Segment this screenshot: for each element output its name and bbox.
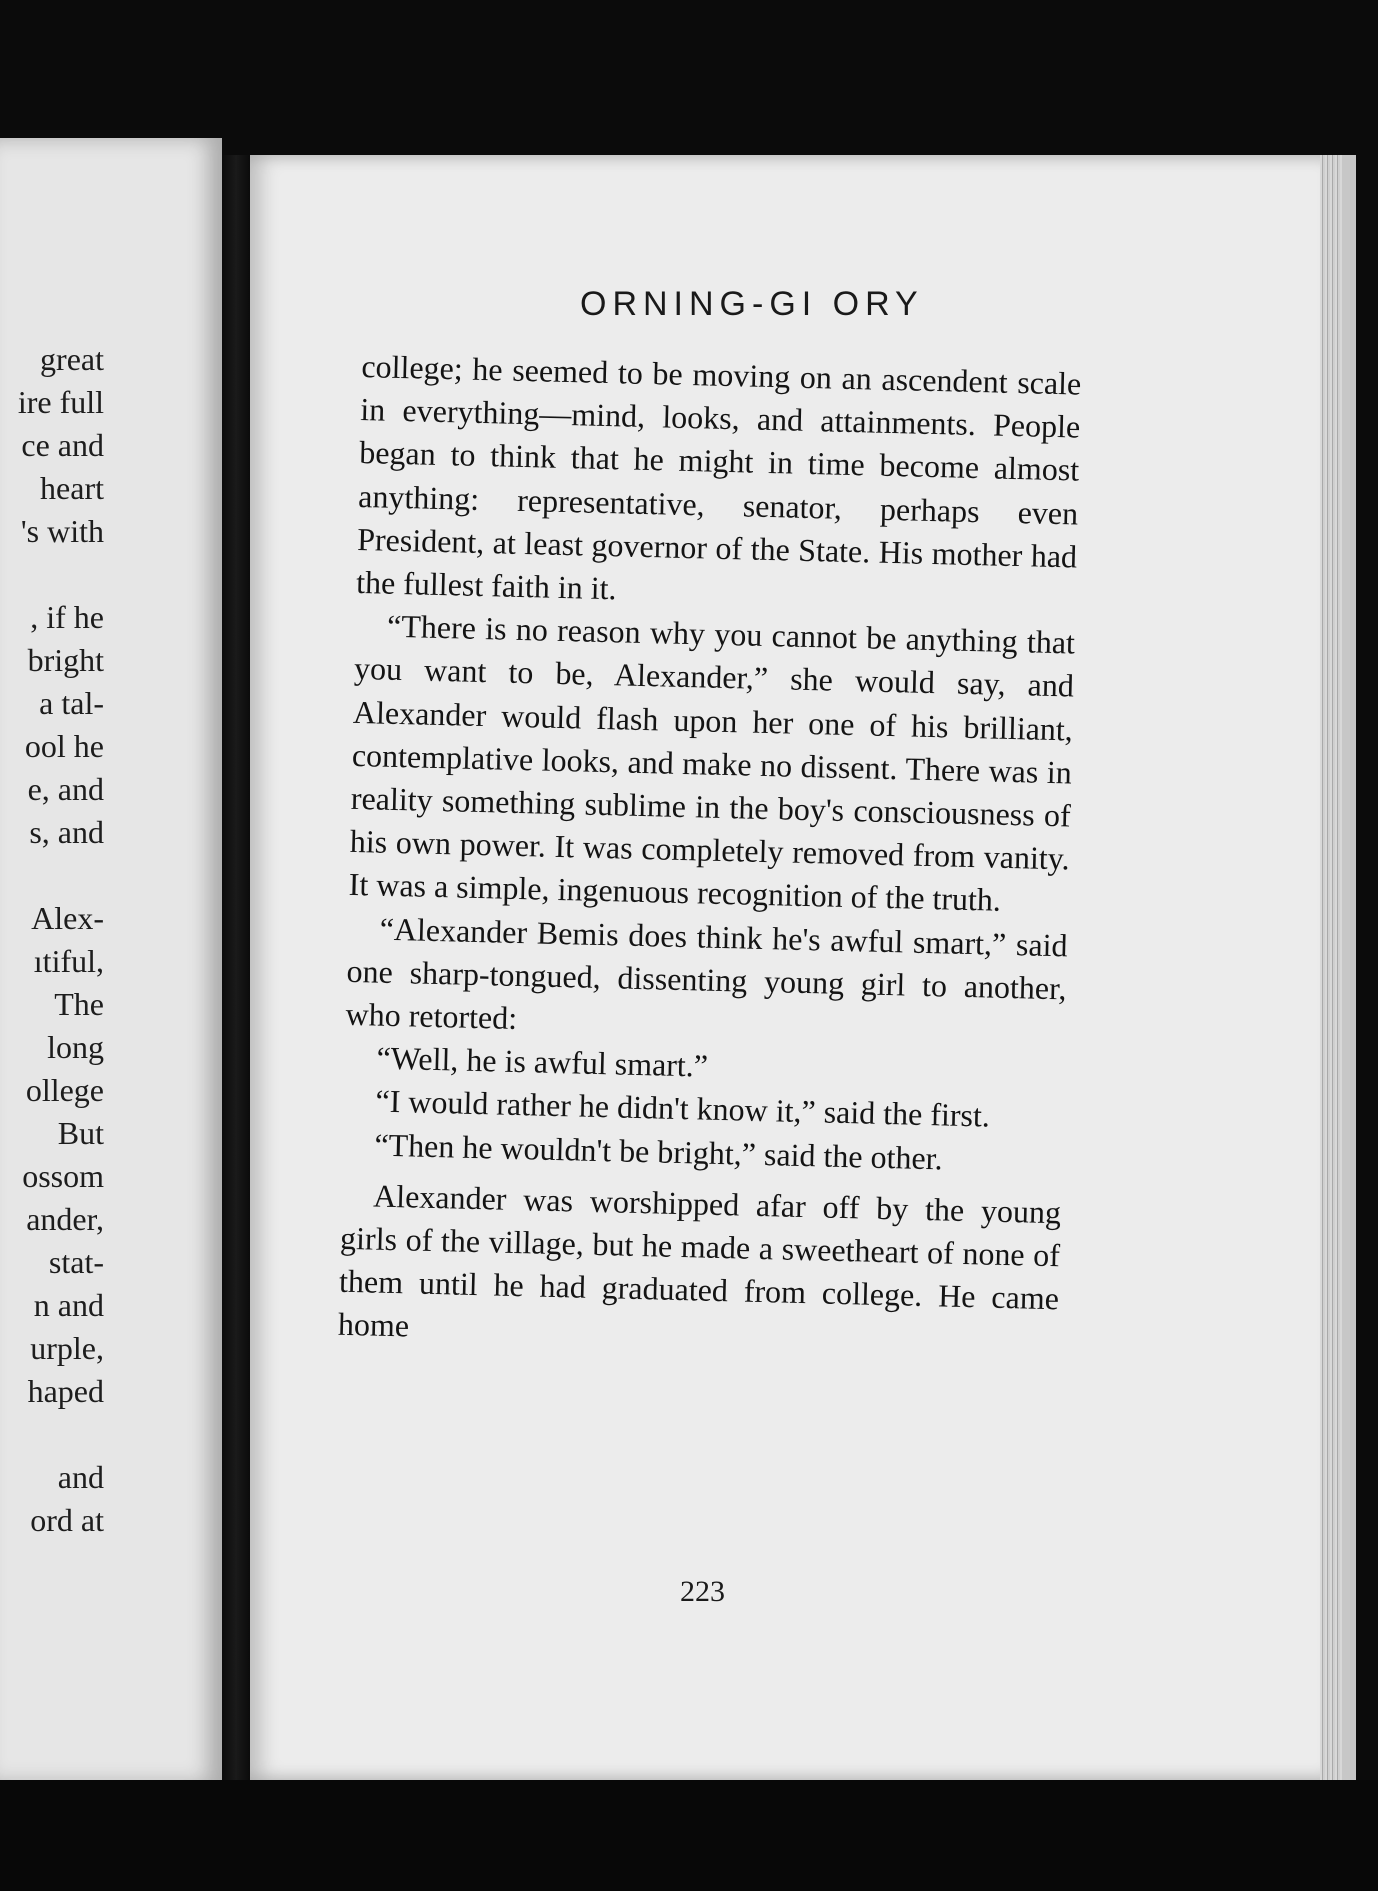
left-line: and xyxy=(57,1459,104,1495)
paragraph: “Alexander Bemis does think he's awful smart,” said one sharp-tongued, dissenting young girl to another, who retorted: xyxy=(345,910,1068,1037)
scan-background xyxy=(0,1780,1378,1891)
left-page xyxy=(0,138,222,1783)
left-line: a tal- xyxy=(39,685,104,721)
left-line: Alex- xyxy=(31,900,104,936)
left-line: n and xyxy=(33,1287,104,1323)
left-line xyxy=(18,553,104,596)
left-line: ire full xyxy=(17,384,104,420)
left-line: ander, xyxy=(26,1201,104,1237)
paragraph: “Then he wouldn't be bright,” said the other. xyxy=(374,1126,944,1177)
left-line: urple, xyxy=(30,1330,104,1366)
left-line: , if he xyxy=(30,599,104,635)
paragraph: Alexander was worshipped afar off by the young girls of the village, but he made a sweetheart of none of them until he had graduated from college. He came home xyxy=(337,1177,1062,1344)
page-number: 223 xyxy=(680,1575,725,1608)
left-line: ool he xyxy=(24,728,104,764)
left-line: But xyxy=(57,1115,104,1151)
left-line: The xyxy=(54,986,104,1022)
left-line: ce and xyxy=(21,427,104,463)
right-page xyxy=(250,155,1356,1780)
left-line: great xyxy=(40,341,104,377)
body-text xyxy=(338,345,1082,1364)
paragraph: “Well, he is awful smart.” xyxy=(376,1039,709,1084)
left-line: ollege xyxy=(25,1072,104,1108)
running-head: ORNING-GI ORY xyxy=(580,285,924,323)
left-line: ord at xyxy=(30,1502,104,1538)
left-line: long xyxy=(47,1029,104,1065)
left-line: s, and xyxy=(29,814,104,850)
left-line: bright xyxy=(27,642,104,678)
left-line: e, and xyxy=(27,771,104,807)
page-edge xyxy=(1320,155,1342,1780)
paragraph: college; he seemed to be moving on an ascendent scale in everything—mind, looks, and attainments. People began to think that he might in time become almost anything: representative, senator, perhaps even President, at least governor of the State. His mother had the fullest faith in it. xyxy=(355,347,1082,607)
left-line xyxy=(18,1413,104,1456)
left-line: ıtiful, xyxy=(33,943,104,979)
left-line: 's with xyxy=(20,513,104,549)
book-gutter xyxy=(222,155,250,1780)
left-line xyxy=(18,854,104,897)
left-line: stat- xyxy=(48,1244,104,1280)
left-line: ossom xyxy=(22,1158,104,1194)
left-line: heart xyxy=(40,470,104,506)
paragraph: “There is no reason why you cannot be anything that you want to be, Alexander,” she would say, and Alexander would flash upon her one of his brilliant, contemplative looks, and make no dissent. There was in reality something sublime in the boy's consciousness of his own power. It was completely removed from vanity. It was a simple, ingenuous recognition of the truth. xyxy=(348,607,1076,919)
paragraph: “I would rather he didn't know it,” said the first. xyxy=(375,1083,991,1135)
left-page-text xyxy=(18,338,104,1542)
left-line: haped xyxy=(27,1373,104,1409)
